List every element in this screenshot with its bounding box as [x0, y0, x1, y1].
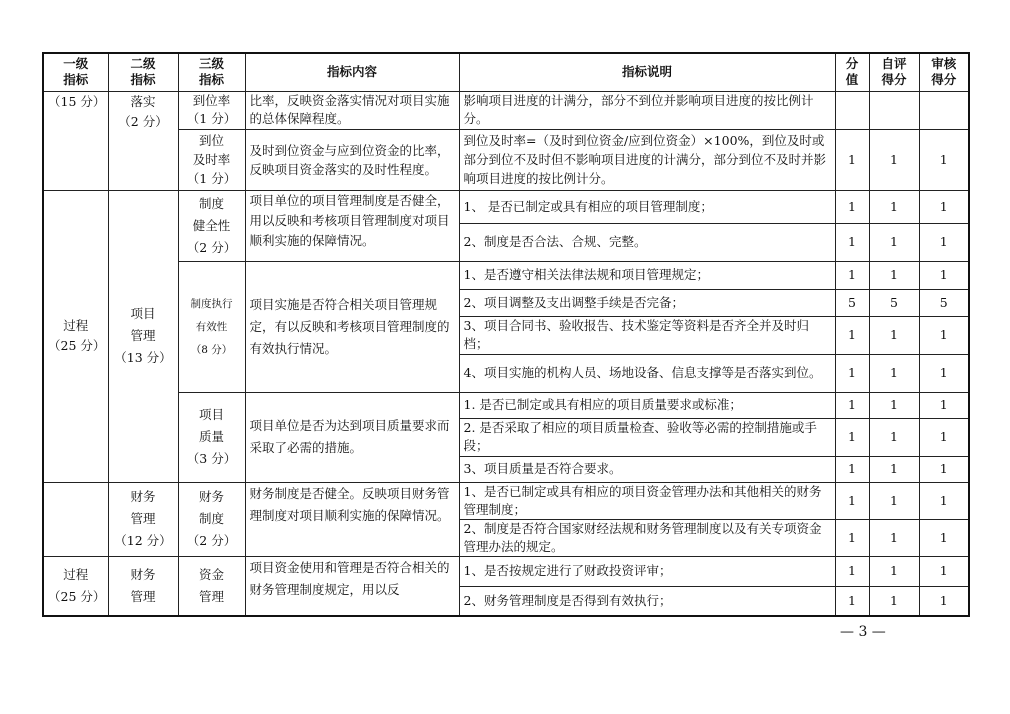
self-score-cell: 1: [869, 316, 919, 354]
level3-label: 制度执行 有效性 （8 分）: [190, 298, 233, 356]
table-row: [43, 392, 969, 418]
table-row: [43, 129, 969, 190]
description-cell: 1、 是否已制定或具有相应的项目管理制度；: [459, 190, 835, 223]
score-cell: 5: [835, 289, 869, 316]
header-row: [43, 53, 969, 91]
score-cell: 1: [835, 129, 869, 190]
content-cell: 项目实施是否符合相关项目管理规定，有以反映和考核项目管理制度的有效执行情况。: [245, 261, 459, 392]
audit-score-cell: 1: [919, 316, 969, 354]
self-score-cell: 1: [869, 129, 919, 190]
score-cell: 1: [835, 418, 869, 456]
level1-cell: 过程 （25 分）: [43, 556, 108, 616]
table-row: [43, 91, 969, 129]
table-row: [43, 556, 969, 586]
level2-cell: 财务 管理: [108, 556, 178, 616]
content-cell: 项目单位是否为达到项目质量要求而采取了必需的措施。: [245, 392, 459, 482]
level1-cell: （15 分）: [43, 91, 108, 190]
level3-cell: 财务 制度 （2 分）: [178, 482, 245, 556]
content-cell: 项目单位的项目管理制度是否健全，用以反映和考核项目管理制度对项目顺利实施的保障情况。: [245, 190, 459, 261]
self-score-cell: [869, 91, 919, 129]
score-cell: 1: [835, 519, 869, 556]
audit-score-cell: 1: [919, 586, 969, 616]
self-score-cell: 1: [869, 556, 919, 586]
content-cell: 及时到位资金与应到位资金的比率，反映项目资金落实的及时性程度。: [245, 129, 459, 190]
self-score-cell: 1: [869, 190, 919, 223]
score-cell: 1: [835, 316, 869, 354]
table-row: [43, 261, 969, 289]
header-content: 指标内容: [245, 53, 459, 91]
audit-score-cell: 1: [919, 354, 969, 392]
score-cell: 1: [835, 392, 869, 418]
audit-score-cell: 1: [919, 129, 969, 190]
description-cell: 1、是否已制定或具有相应的项目资金管理办法和其他相关的财务管理制度；: [459, 482, 835, 519]
self-score-cell: 1: [869, 261, 919, 289]
level3-cell: 项目 质量 （3 分）: [178, 392, 245, 482]
description-cell: 3、项目质量是否符合要求。: [459, 456, 835, 482]
self-score-cell: 1: [869, 418, 919, 456]
header-description: 指标说明: [459, 53, 835, 91]
audit-score-cell: 1: [919, 556, 969, 586]
header-self-score: 自评 得分: [869, 53, 919, 91]
level3-cell: 制度 健全性 （2 分）: [178, 190, 245, 261]
score-cell: 1: [835, 456, 869, 482]
level3-cell: 资金 管理: [178, 556, 245, 616]
description-cell: 2、制度是否符合国家财经法规和财务管理制度以及有关专项资金管理办法的规定。: [459, 519, 835, 556]
content-cell: 比率，反映资金落实情况对项目实施的总体保障程度。: [245, 91, 459, 129]
score-cell: 1: [835, 354, 869, 392]
audit-score-cell: 5: [919, 289, 969, 316]
self-score-cell: 1: [869, 392, 919, 418]
evaluation-indicator-table: [42, 52, 970, 617]
score-cell: [835, 91, 869, 129]
audit-score-cell: 1: [919, 190, 969, 223]
audit-score-cell: 1: [919, 418, 969, 456]
header-level2: 二级 指标: [108, 53, 178, 91]
self-score-cell: 1: [869, 223, 919, 261]
self-score-cell: 1: [869, 354, 919, 392]
score-cell: 1: [835, 261, 869, 289]
level2-cell: 财务 管理 （12 分）: [108, 482, 178, 556]
audit-score-cell: 1: [919, 261, 969, 289]
score-cell: 1: [835, 190, 869, 223]
level1-cell: 过程 （25 分）: [43, 190, 108, 482]
content-cell: 项目资金使用和管理是否符合相关的财务管理制度规定，用以反: [245, 556, 459, 616]
description-cell: 影响项目进度的计满分，部分不到位并影响项目进度的按比例计分。: [459, 91, 835, 129]
level3-cell: [178, 261, 245, 392]
description-cell: 2. 是否采取了相应的项目质量检查、验收等必需的控制措施或手段；: [459, 418, 835, 456]
table-row: [43, 190, 969, 223]
score-cell: 1: [835, 482, 869, 519]
audit-score-cell: 1: [919, 223, 969, 261]
content-cell: 财务制度是否健全。反映项目财务管理制度对项目顺利实施的保障情况。: [245, 482, 459, 556]
audit-score-cell: [919, 91, 969, 129]
description-cell: 1. 是否已制定或具有相应的项目质量要求或标准；: [459, 392, 835, 418]
level2-cell: 项目 管理 （13 分）: [108, 190, 178, 482]
audit-score-cell: 1: [919, 482, 969, 519]
header-score: 分 值: [835, 53, 869, 91]
description-cell: 1、是否按规定进行了财政投资评审；: [459, 556, 835, 586]
header-audit-score: 审核 得分: [919, 53, 969, 91]
audit-score-cell: 1: [919, 519, 969, 556]
self-score-cell: 1: [869, 456, 919, 482]
self-score-cell: 1: [869, 482, 919, 519]
description-cell: 2、项目调整及支出调整手续是否完备；: [459, 289, 835, 316]
description-cell: 2、制度是否合法、合规、完整。: [459, 223, 835, 261]
description-cell: 到位及时率=（及时到位资金/应到位资金）×100%，到位及时或部分到位不及时但不影响项目进度的计满分，部分到位不及时并影响项目进度的按比例计分。: [459, 129, 835, 190]
description-cell: 3、项目合同书、验收报告、技术鉴定等资料是否齐全并及时归档；: [459, 316, 835, 354]
table-row: [43, 482, 969, 519]
level3-cell: 到位 及时率 （1 分）: [178, 129, 245, 190]
self-score-cell: 1: [869, 586, 919, 616]
description-cell: 1、是否遵守相关法律法规和项目管理规定；: [459, 261, 835, 289]
level1-cell: [43, 482, 108, 556]
score-cell: 1: [835, 223, 869, 261]
self-score-cell: 5: [869, 289, 919, 316]
description-cell: 2、财务管理制度是否得到有效执行；: [459, 586, 835, 616]
self-score-cell: 1: [869, 519, 919, 556]
page-number: — 3 —: [840, 624, 886, 640]
header-level1: 一级 指标: [43, 53, 108, 91]
header-level3: 三级 指标: [178, 53, 245, 91]
level2-cell: 落实 （2 分）: [108, 91, 178, 190]
audit-score-cell: 1: [919, 456, 969, 482]
description-cell: 4、项目实施的机构人员、场地设备、信息支撑等是否落实到位。: [459, 354, 835, 392]
audit-score-cell: 1: [919, 392, 969, 418]
score-cell: 1: [835, 586, 869, 616]
level3-cell: 到位率 （1 分）: [178, 91, 245, 129]
score-cell: 1: [835, 556, 869, 586]
